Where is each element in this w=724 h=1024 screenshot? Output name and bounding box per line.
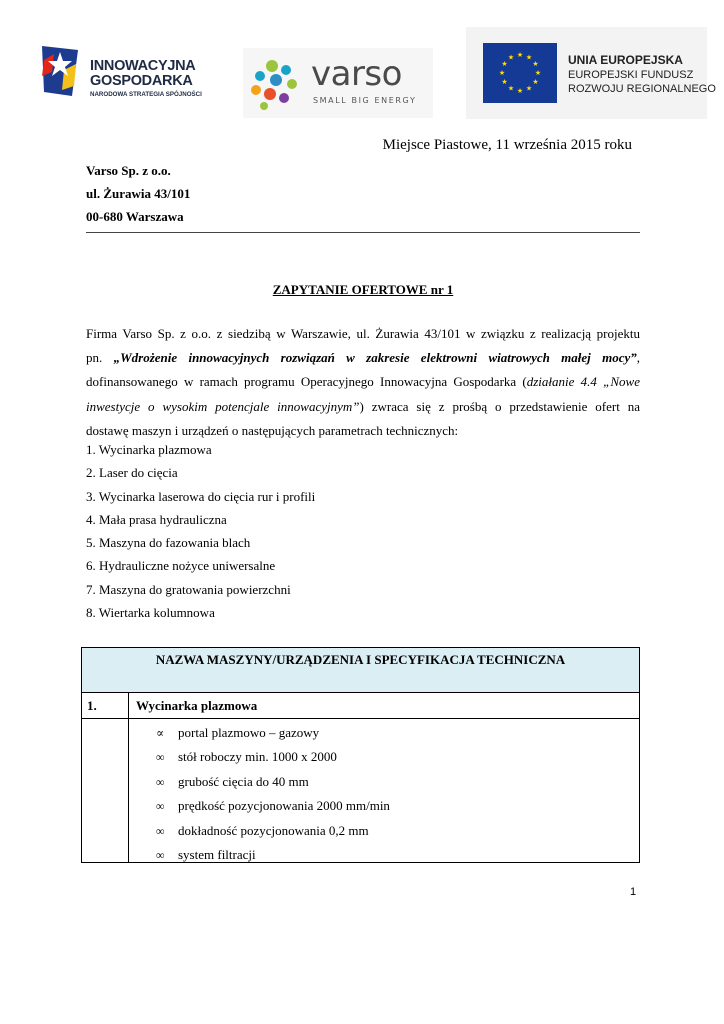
svg-text:★: ★ [525, 53, 533, 62]
svg-text:★: ★ [532, 78, 539, 86]
address-city: 00-680 Warszawa [86, 209, 184, 224]
spec-list [156, 721, 390, 867]
row-machine-name: Wycinarka plazmowa [136, 698, 258, 713]
svg-text:★: ★ [498, 69, 506, 77]
eu-line2: EUROPEJSKI FUNDUSZ [568, 69, 694, 81]
bullet-icon: ∞ [156, 799, 165, 814]
machine-list [86, 438, 315, 624]
svg-text:★: ★ [516, 87, 524, 95]
table-header-text: NAZWA MASZYNY/URZĄDZENIA I SPECYFIKACJA TECHNICZNA [155, 652, 566, 667]
svg-text:★: ★ [507, 84, 515, 93]
address-company: Varso Sp. z o.o. [86, 163, 171, 178]
spec-item: ∞ system filtracji [156, 843, 390, 867]
eu-line1: UNIA EUROPEJSKA [568, 53, 683, 67]
spec-item: ∞ prędkość pozycjonowania 2000 mm/min [156, 794, 390, 818]
address-street: ul. Żurawia 43/101 [86, 186, 191, 201]
eu-flag-icon [483, 43, 557, 103]
document-title: ZAPYTANIE OFERTOWE nr 1 [272, 282, 454, 297]
paragraph-line-5: dostawę maszyn i urządzeń o następujących parametrach technicznych: [86, 422, 459, 438]
bullet-icon: ∞ [156, 848, 165, 863]
eu-logo [466, 27, 716, 119]
list-item: 5. Maszyna do fazowania blach [86, 535, 251, 551]
spec-item: ∞ stół roboczy min. 1000 x 2000 [156, 745, 390, 769]
spec-item: ∞ dokładność pozycjonowania 0,2 mm [156, 819, 390, 843]
paragraph-line-3: dofinansowanego w ramach programu Operacyjnego Innowacyjna Gospodarka (działanie 4.4 „Nowe [86, 374, 640, 390]
list-item: 7. Maszyna do gratowania powierzchni [86, 581, 291, 597]
bullet-icon: ∞ [156, 750, 165, 765]
page-number: 1 [630, 886, 637, 898]
bullet-icon: ∞ [156, 823, 165, 838]
varso-logo [243, 48, 433, 118]
bullet-icon: ∝ [156, 726, 165, 740]
spec-item: ∞ grubość cięcia do 40 mm [156, 770, 390, 794]
list-item: 8. Wiertarka kolumnowa [86, 605, 215, 621]
svg-text:★: ★ [507, 53, 515, 62]
table-column-divider [128, 693, 129, 863]
bullet-icon: ∞ [156, 774, 165, 789]
varso-wordmark: varso [311, 54, 402, 94]
eu-line3: ROZWOJU REGIONALNEGO [568, 83, 716, 95]
row-number: 1. [87, 698, 97, 713]
divider [86, 232, 640, 233]
svg-text:★: ★ [525, 84, 533, 93]
list-item: 1. Wycinarka plazmowa [86, 442, 212, 457]
ig-line1: INNOWACYJNA [90, 58, 196, 74]
paragraph-line-1: Firma Varso Sp. z o.o. z siedzibą w Warszawie, ul. Żurawia 43/101 w związku z realizacją projektu [86, 326, 640, 341]
paragraph-line-2: pn. „Wdrożenie innowacyjnych rozwiązań w zakresie elektrowni wiatrowych małej mocy”, [86, 350, 641, 366]
intro-paragraph [86, 322, 640, 443]
innowacyjna-gospodarka-logo [42, 44, 222, 100]
varso-dots-icon [248, 56, 303, 111]
svg-text:★: ★ [534, 69, 542, 77]
svg-text:★: ★ [532, 60, 539, 68]
spec-item: ∝ portal plazmowo – gazowy [156, 721, 390, 745]
varso-tagline: SMALL BIG ENERGY [313, 96, 417, 105]
list-item: 4. Mała prasa hydrauliczna [86, 511, 227, 527]
ig-line3: NARODOWA STRATEGIA SPÓJNOŚCI [90, 91, 202, 98]
list-item: 2. Laser do cięcia [86, 465, 178, 481]
paragraph-line-4: inwestycje o wysokim potencjale innowacyjnym”) zwraca się z prośbą o przedstawienie ofert na [86, 398, 640, 414]
svg-text:★: ★ [516, 51, 524, 59]
list-item: 6. Hydrauliczne nożyce uniwersalne [86, 558, 276, 574]
ig-line2: GOSPODARKA [90, 73, 193, 89]
svg-text:★: ★ [501, 60, 508, 68]
spec-table [81, 647, 640, 863]
date-line: Miejsce Piastowe, 11 września 2015 roku [382, 137, 632, 153]
table-header [82, 648, 639, 693]
project-name: „Wdrożenie innowacyjnych rozwiązań w zakresie elektrowni wiatrowych małej mocy” [113, 350, 637, 366]
svg-text:★: ★ [501, 78, 508, 86]
list-item: 3. Wycinarka laserowa do cięcia rur i profili [86, 488, 316, 504]
ig-star-icon [42, 46, 78, 96]
